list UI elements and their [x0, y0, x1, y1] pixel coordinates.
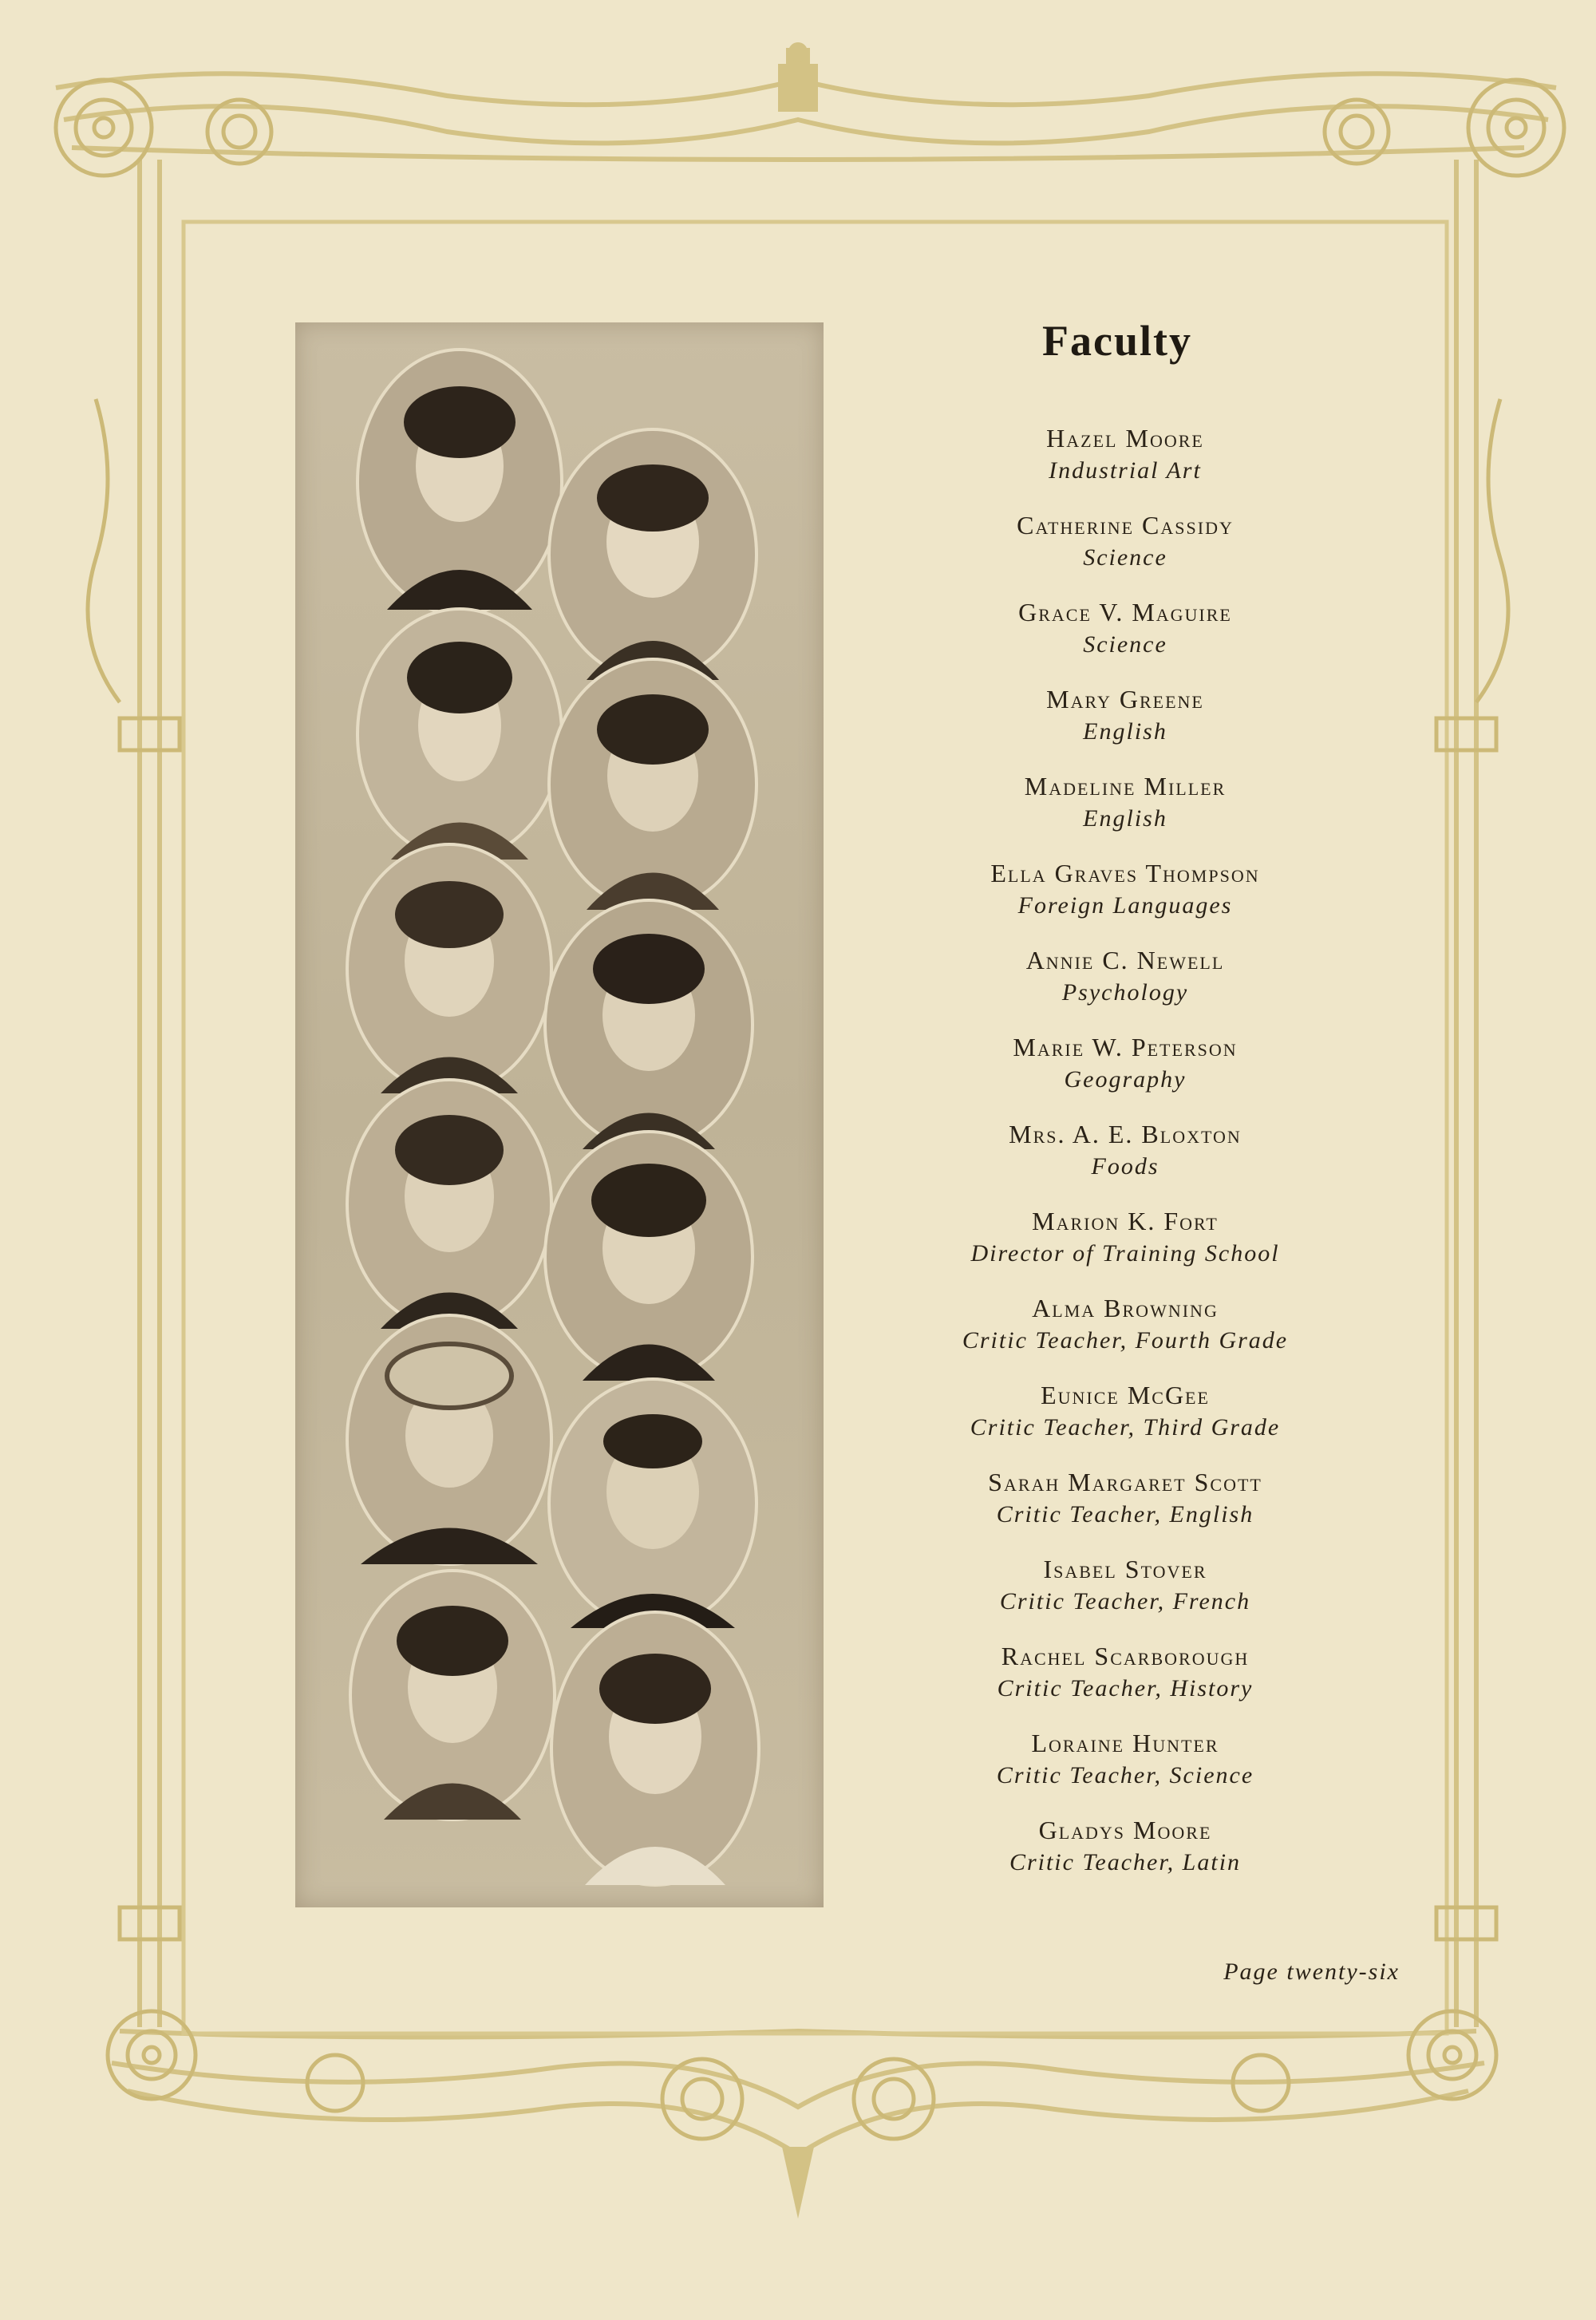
faculty-name: Alma Browning: [1032, 1294, 1219, 1322]
faculty-entry: [886, 1813, 1365, 1900]
page-title: Faculty: [1042, 317, 1192, 365]
faculty-name: Marion K. Fort: [1032, 1207, 1219, 1235]
faculty-name: Isabel Stover: [1043, 1555, 1207, 1583]
portrait-photo: [543, 1128, 755, 1384]
faculty-entry: [886, 1117, 1365, 1204]
faculty-subject: Critic Teacher, History: [997, 1675, 1254, 1701]
faculty-entry: [886, 943, 1365, 1030]
faculty-subject: Science: [1083, 631, 1167, 658]
faculty-name: Grace V. Maguire: [1018, 598, 1232, 626]
portrait-photo: [345, 1077, 554, 1332]
faculty-entry: [886, 1204, 1365, 1291]
faculty-name: Catherine Cassidy: [1017, 511, 1234, 539]
faculty-subject: English: [1083, 718, 1167, 745]
faculty-name: Marie W. Peterson: [1013, 1033, 1238, 1061]
faculty-subject: Critic Teacher, Third Grade: [970, 1414, 1281, 1441]
faculty-entry: [886, 682, 1365, 769]
faculty-subject: Critic Teacher, Science: [996, 1762, 1254, 1788]
portrait-photo: [547, 1376, 759, 1631]
faculty-name: Ella Graves Thompson: [990, 859, 1260, 887]
faculty-entry: [886, 595, 1365, 682]
faculty-subject: English: [1083, 805, 1167, 832]
faculty-entry: [886, 1639, 1365, 1726]
faculty-subject: Critic Teacher, English: [996, 1501, 1254, 1528]
faculty-subject: Foods: [1091, 1153, 1159, 1180]
portrait-photo: [547, 426, 759, 683]
portrait-photo: [345, 841, 554, 1097]
faculty-name: Sarah Margaret Scott: [988, 1468, 1262, 1496]
faculty-entry: [886, 769, 1365, 856]
faculty-subject: Critic Teacher, French: [999, 1588, 1251, 1615]
portrait-photo: [348, 1567, 557, 1823]
faculty-entry: [886, 1465, 1365, 1552]
faculty-name: Rachel Scarborough: [1001, 1642, 1250, 1670]
faculty-list: [886, 421, 1365, 1900]
faculty-subject: Geography: [1064, 1066, 1187, 1093]
faculty-name: Gladys Moore: [1038, 1816, 1212, 1844]
portrait-photo: [355, 346, 564, 618]
faculty-entry: [886, 1726, 1365, 1813]
faculty-entry: [886, 1378, 1365, 1465]
portrait-photo: [543, 897, 755, 1152]
faculty-entry: [886, 856, 1365, 943]
faculty-subject: Foreign Languages: [1017, 892, 1233, 919]
faculty-entry: [886, 1030, 1365, 1117]
faculty-subject: Critic Teacher, Latin: [1009, 1849, 1242, 1875]
faculty-subject: Critic Teacher, Fourth Grade: [962, 1327, 1289, 1354]
page-number: Page twenty-six: [1223, 1958, 1400, 1985]
faculty-name: Mary Greene: [1046, 685, 1204, 713]
portrait-photo: [355, 606, 564, 863]
faculty-subject: Director of Training School: [970, 1240, 1280, 1267]
portrait-photo: [549, 1609, 761, 1888]
faculty-entry: [886, 1552, 1365, 1639]
faculty-subject: Science: [1083, 544, 1167, 571]
portrait-photo: [345, 1312, 554, 1567]
faculty-entry: [886, 1291, 1365, 1378]
faculty-subject: Psychology: [1061, 979, 1189, 1006]
faculty-entry: [886, 421, 1365, 508]
faculty-name: Annie C. Newell: [1025, 946, 1225, 974]
faculty-name: Mrs. A. E. Bloxton: [1009, 1120, 1242, 1148]
faculty-photo-collage: [295, 322, 824, 1907]
portrait-photo: [547, 656, 759, 913]
faculty-name: Eunice McGee: [1041, 1381, 1210, 1409]
faculty-subject: Industrial Art: [1049, 457, 1202, 484]
faculty-name: Loraine Hunter: [1031, 1729, 1219, 1757]
faculty-name: Madeline Miller: [1024, 772, 1227, 800]
faculty-entry: [886, 508, 1365, 595]
faculty-name: Hazel Moore: [1046, 424, 1204, 453]
